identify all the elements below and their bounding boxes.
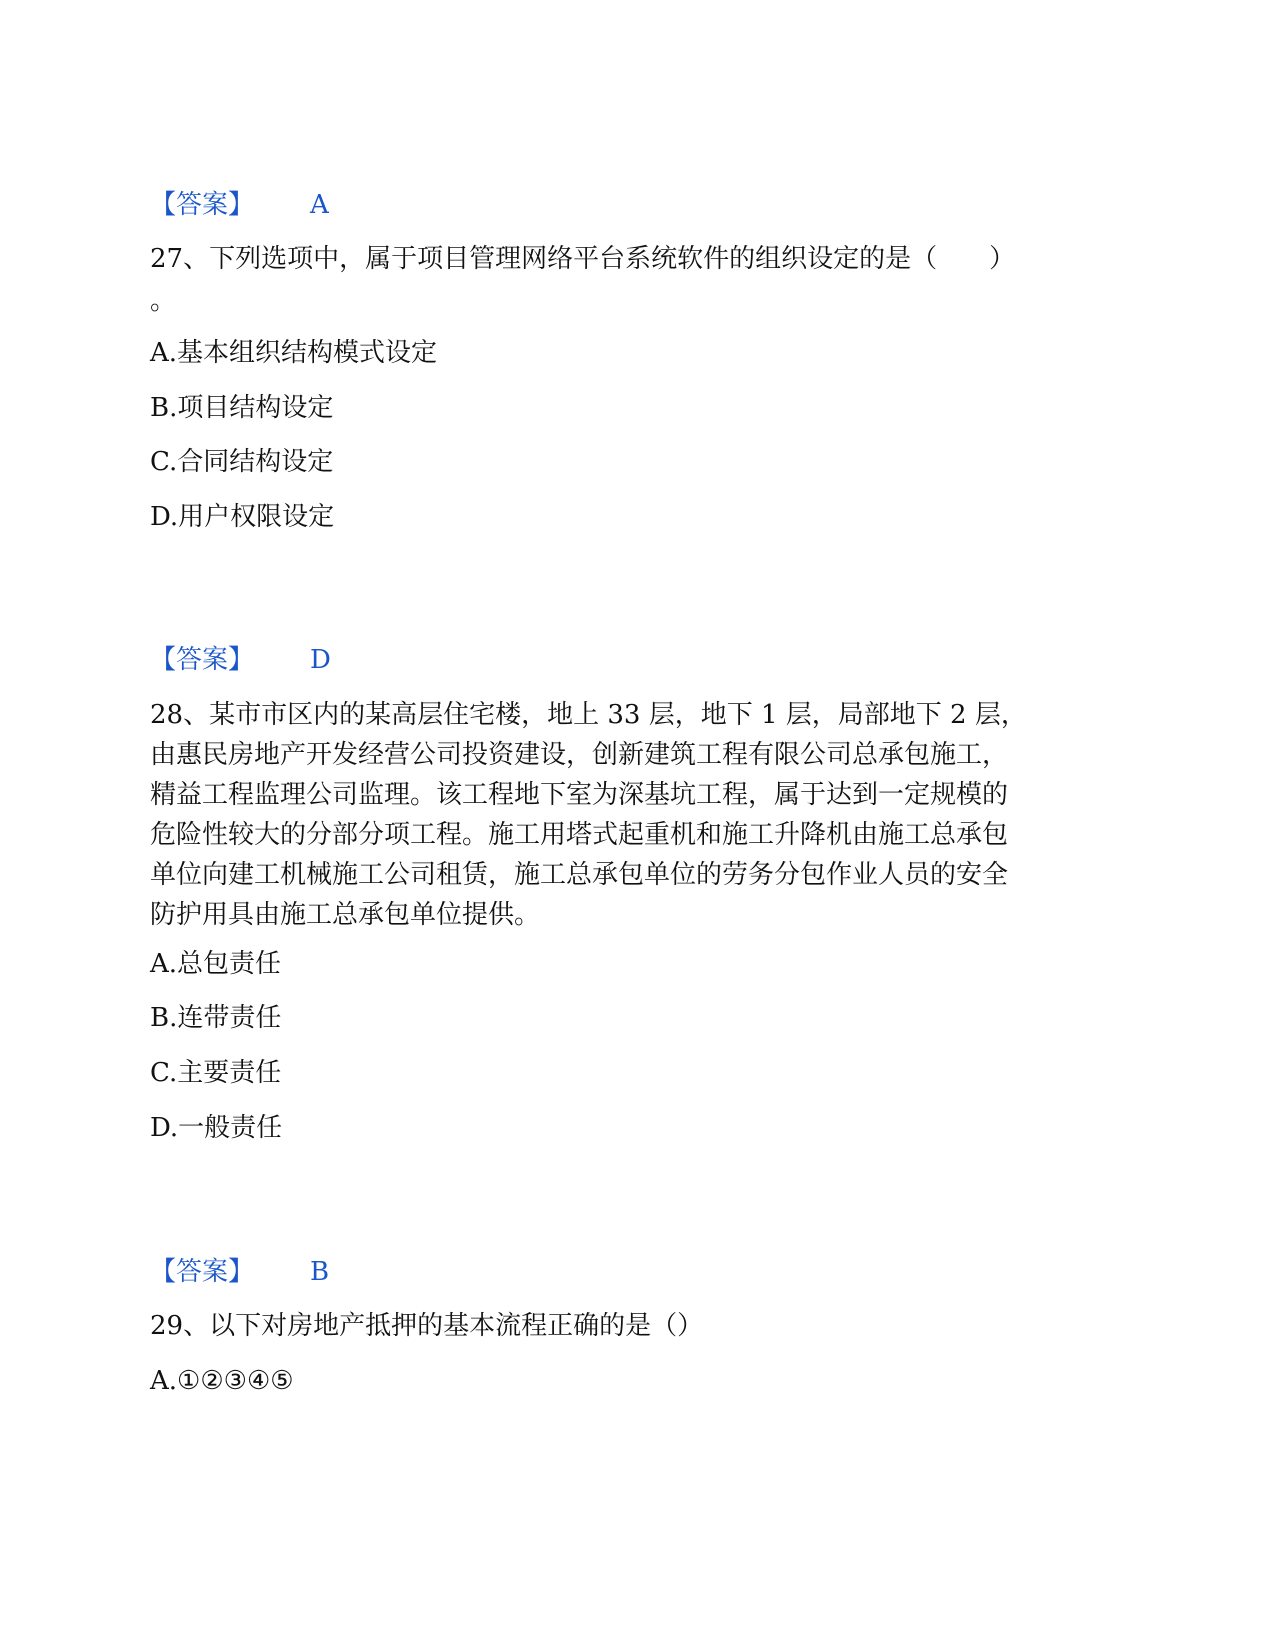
answer-value: D [310,645,331,675]
question-27-option-b: B.项目结构设定 [150,393,334,423]
answer-line-2 [150,645,331,675]
question-28-stem-line: 由惠民房地产开发经营公司投资建设，创新建筑工程有限公司总承包施工， [150,740,1009,770]
answer-label: 【答案】 [150,190,255,220]
question-28-stem-line: 危险性较大的分部分项工程。施工用塔式起重机和施工升降机由施工总承包 [150,820,1009,850]
question-28-stem-line: 28、某市市区内的某高层住宅楼，地上 33 层，地下 1 层，局部地下 2 层， [150,700,1027,730]
answer-line-1 [150,190,329,220]
question-28-option-d: D.一般责任 [150,1113,283,1143]
answer-label: 【答案】 [150,1257,255,1287]
question-28-option-c: C.主要责任 [150,1058,282,1088]
question-29-stem: 29、以下对房地产抵押的基本流程正确的是（） [150,1311,704,1341]
question-28-option-a: A.总包责任 [150,949,282,979]
question-27-stem: 27、下列选项中，属于项目管理网络平台系统软件的组织设定的是（ ） [150,244,1016,274]
question-27-option-d: D.用户权限设定 [150,502,335,532]
question-27-option-a: A.基本组织结构模式设定 [150,338,438,368]
question-28-option-b: B.连带责任 [150,1003,282,1033]
question-27-option-c: C.合同结构设定 [150,447,334,477]
answer-value: A [310,190,329,220]
answer-label: 【答案】 [150,645,255,675]
question-28-stem-line: 防护用具由施工总承包单位提供。 [150,900,541,930]
question-28-stem [150,695,1120,935]
question-28-stem-line: 精益工程监理公司监理。该工程地下室为深基坑工程，属于达到一定规模的 [150,780,1009,810]
question-28-stem-line: 单位向建工机械施工公司租赁，施工总承包单位的劳务分包作业人员的安全 [150,860,1009,890]
answer-value: B [310,1257,330,1287]
question-27-stem-tail: 。 [150,286,177,316]
answer-line-3 [150,1257,330,1287]
question-29-option-a: A.①②③④⑤ [150,1366,294,1396]
